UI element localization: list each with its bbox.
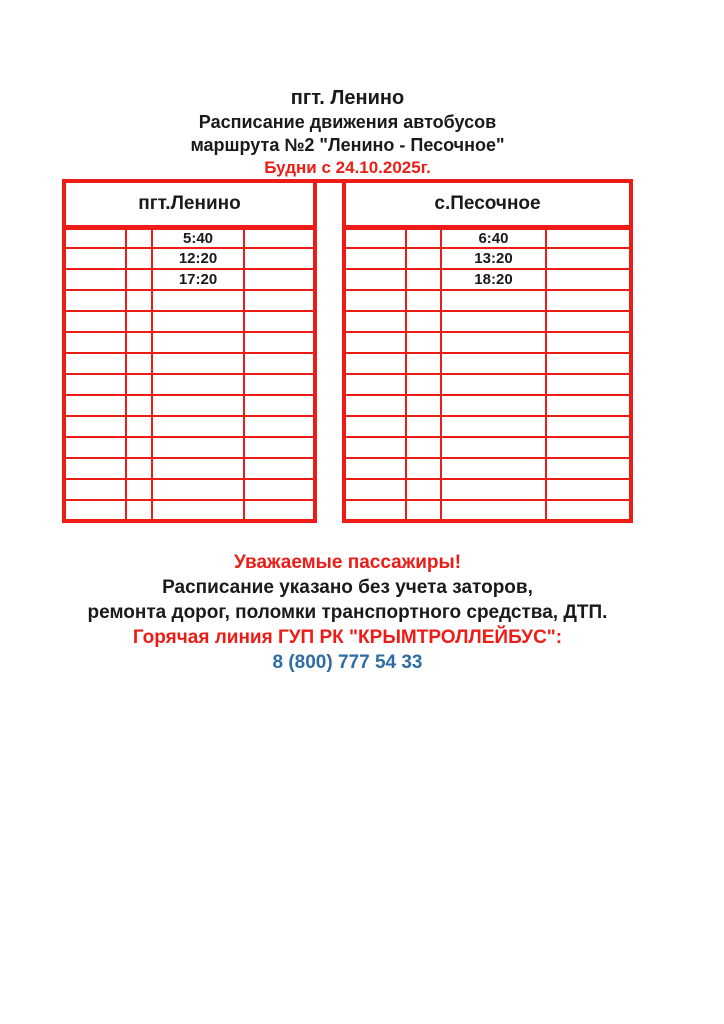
time-cell [152, 311, 244, 332]
schedule-row [344, 437, 631, 458]
schedule-row [344, 374, 631, 395]
schedule-row [64, 500, 315, 521]
time-cell: 12:20 [152, 248, 244, 269]
empty-cell [406, 290, 441, 311]
schedule-row [64, 353, 315, 374]
empty-cell [406, 500, 441, 521]
empty-cell [546, 416, 631, 437]
table-header-lenino: пгт.Ленино [64, 181, 315, 227]
empty-cell [546, 437, 631, 458]
schedule-row [64, 269, 315, 290]
notice-line-2: ремонта дорог, поломки транспортного средства, ДТП. [87, 602, 608, 623]
empty-cell [406, 227, 441, 248]
empty-cell [344, 269, 406, 290]
schedule-row [344, 353, 631, 374]
validity-line: Будни с 24.10.2025г. [264, 158, 431, 177]
empty-cell [406, 416, 441, 437]
empty-cell [244, 227, 315, 248]
time-cell [441, 458, 546, 479]
time-cell [152, 290, 244, 311]
time-cell: 6:40 [441, 227, 546, 248]
empty-cell [64, 395, 126, 416]
empty-cell [546, 227, 631, 248]
empty-cell [126, 479, 152, 500]
empty-cell [64, 437, 126, 458]
schedule-table-lenino [62, 179, 317, 523]
empty-cell [344, 437, 406, 458]
empty-cell [546, 269, 631, 290]
empty-cell [126, 353, 152, 374]
empty-cell [64, 311, 126, 332]
schedule-row [64, 248, 315, 269]
hotline-label: Горячая линия ГУП РК "КРЫМТРОЛЛЕЙБУС": [132, 627, 563, 648]
empty-cell [406, 353, 441, 374]
schedule-row [64, 437, 315, 458]
schedule-row [344, 311, 631, 332]
schedule-row [64, 458, 315, 479]
time-cell: 18:20 [441, 269, 546, 290]
empty-cell [406, 248, 441, 269]
schedule-row [344, 395, 631, 416]
empty-cell [406, 395, 441, 416]
empty-cell [344, 332, 406, 353]
empty-cell [406, 311, 441, 332]
empty-cell [244, 248, 315, 269]
empty-cell [64, 479, 126, 500]
time-cell [441, 500, 546, 521]
empty-cell [126, 374, 152, 395]
empty-cell [64, 416, 126, 437]
time-cell [152, 437, 244, 458]
table-top-border-bridge [62, 179, 633, 183]
empty-cell [64, 458, 126, 479]
subtitle-line-1: Расписание движения автобусов [198, 112, 497, 132]
empty-cell [546, 353, 631, 374]
empty-cell [244, 332, 315, 353]
empty-cell [546, 479, 631, 500]
empty-cell [126, 332, 152, 353]
time-cell [152, 500, 244, 521]
empty-cell [344, 227, 406, 248]
empty-cell [546, 311, 631, 332]
time-cell [152, 458, 244, 479]
empty-cell [546, 374, 631, 395]
schedule-row [64, 395, 315, 416]
notice-line-1: Расписание указано без учета заторов, [162, 577, 533, 598]
empty-cell [64, 353, 126, 374]
empty-cell [406, 374, 441, 395]
empty-cell [126, 248, 152, 269]
empty-cell [126, 416, 152, 437]
schedule-row [64, 479, 315, 500]
empty-cell [344, 500, 406, 521]
empty-cell [64, 500, 126, 521]
page-title: пгт. Ленино [290, 87, 405, 109]
empty-cell [126, 269, 152, 290]
empty-cell [64, 332, 126, 353]
schedule-row [64, 374, 315, 395]
empty-cell [244, 437, 315, 458]
empty-cell [344, 248, 406, 269]
schedule-row [64, 332, 315, 353]
empty-cell [546, 395, 631, 416]
time-cell: 13:20 [441, 248, 546, 269]
empty-cell [344, 395, 406, 416]
empty-cell [126, 311, 152, 332]
schedule-row [344, 269, 631, 290]
empty-cell [406, 437, 441, 458]
schedule-row [64, 416, 315, 437]
empty-cell [546, 458, 631, 479]
empty-cell [126, 227, 152, 248]
table-body-pesochnoe [344, 227, 631, 521]
table-header-pesochnoe: с.Песочное [344, 181, 631, 227]
time-cell [152, 395, 244, 416]
time-cell [441, 437, 546, 458]
time-cell [441, 332, 546, 353]
time-cell: 17:20 [152, 269, 244, 290]
time-cell [441, 353, 546, 374]
time-cell [441, 311, 546, 332]
table-body-lenino [64, 227, 315, 521]
empty-cell [344, 416, 406, 437]
hotline-phone: 8 (800) 777 54 33 [272, 652, 423, 673]
schedule-row [344, 332, 631, 353]
document-content [62, 0, 633, 675]
document-header [62, 0, 633, 178]
empty-cell [64, 227, 126, 248]
empty-cell [64, 290, 126, 311]
notice-block [62, 550, 633, 675]
empty-cell [244, 479, 315, 500]
schedule-row [344, 479, 631, 500]
schedule-tables [62, 179, 633, 523]
empty-cell [244, 290, 315, 311]
empty-cell [64, 248, 126, 269]
empty-cell [546, 290, 631, 311]
empty-cell [126, 458, 152, 479]
time-cell [152, 353, 244, 374]
time-cell [441, 395, 546, 416]
empty-cell [244, 458, 315, 479]
empty-cell [546, 248, 631, 269]
empty-cell [244, 353, 315, 374]
schedule-row [344, 290, 631, 311]
time-cell [152, 332, 244, 353]
empty-cell [244, 269, 315, 290]
schedule-table-pesochnoe [342, 179, 633, 523]
time-cell: 5:40 [152, 227, 244, 248]
empty-cell [64, 269, 126, 290]
time-cell [441, 374, 546, 395]
empty-cell [406, 458, 441, 479]
empty-cell [244, 311, 315, 332]
time-cell [441, 290, 546, 311]
time-cell [441, 479, 546, 500]
schedule-row [344, 227, 631, 248]
table-header-row [344, 181, 631, 227]
empty-cell [546, 332, 631, 353]
empty-cell [244, 374, 315, 395]
notice-title: Уважаемые пассажиры! [233, 552, 462, 573]
empty-cell [344, 374, 406, 395]
empty-cell [126, 437, 152, 458]
empty-cell [406, 332, 441, 353]
empty-cell [344, 479, 406, 500]
empty-cell [406, 269, 441, 290]
empty-cell [344, 353, 406, 374]
empty-cell [126, 500, 152, 521]
schedule-row [344, 248, 631, 269]
empty-cell [546, 500, 631, 521]
schedule-row [344, 416, 631, 437]
table-header-row [64, 181, 315, 227]
schedule-row [344, 500, 631, 521]
time-cell [441, 416, 546, 437]
empty-cell [244, 416, 315, 437]
schedule-row [64, 311, 315, 332]
empty-cell [244, 500, 315, 521]
time-cell [152, 479, 244, 500]
schedule-row [64, 290, 315, 311]
empty-cell [64, 374, 126, 395]
empty-cell [126, 395, 152, 416]
empty-cell [406, 479, 441, 500]
subtitle-line-2: маршрута №2 "Ленино - Песочное" [190, 135, 505, 155]
time-cell [152, 374, 244, 395]
schedule-row [344, 458, 631, 479]
empty-cell [344, 290, 406, 311]
empty-cell [344, 458, 406, 479]
empty-cell [344, 311, 406, 332]
empty-cell [244, 395, 315, 416]
schedule-row [64, 227, 315, 248]
time-cell [152, 416, 244, 437]
empty-cell [126, 290, 152, 311]
